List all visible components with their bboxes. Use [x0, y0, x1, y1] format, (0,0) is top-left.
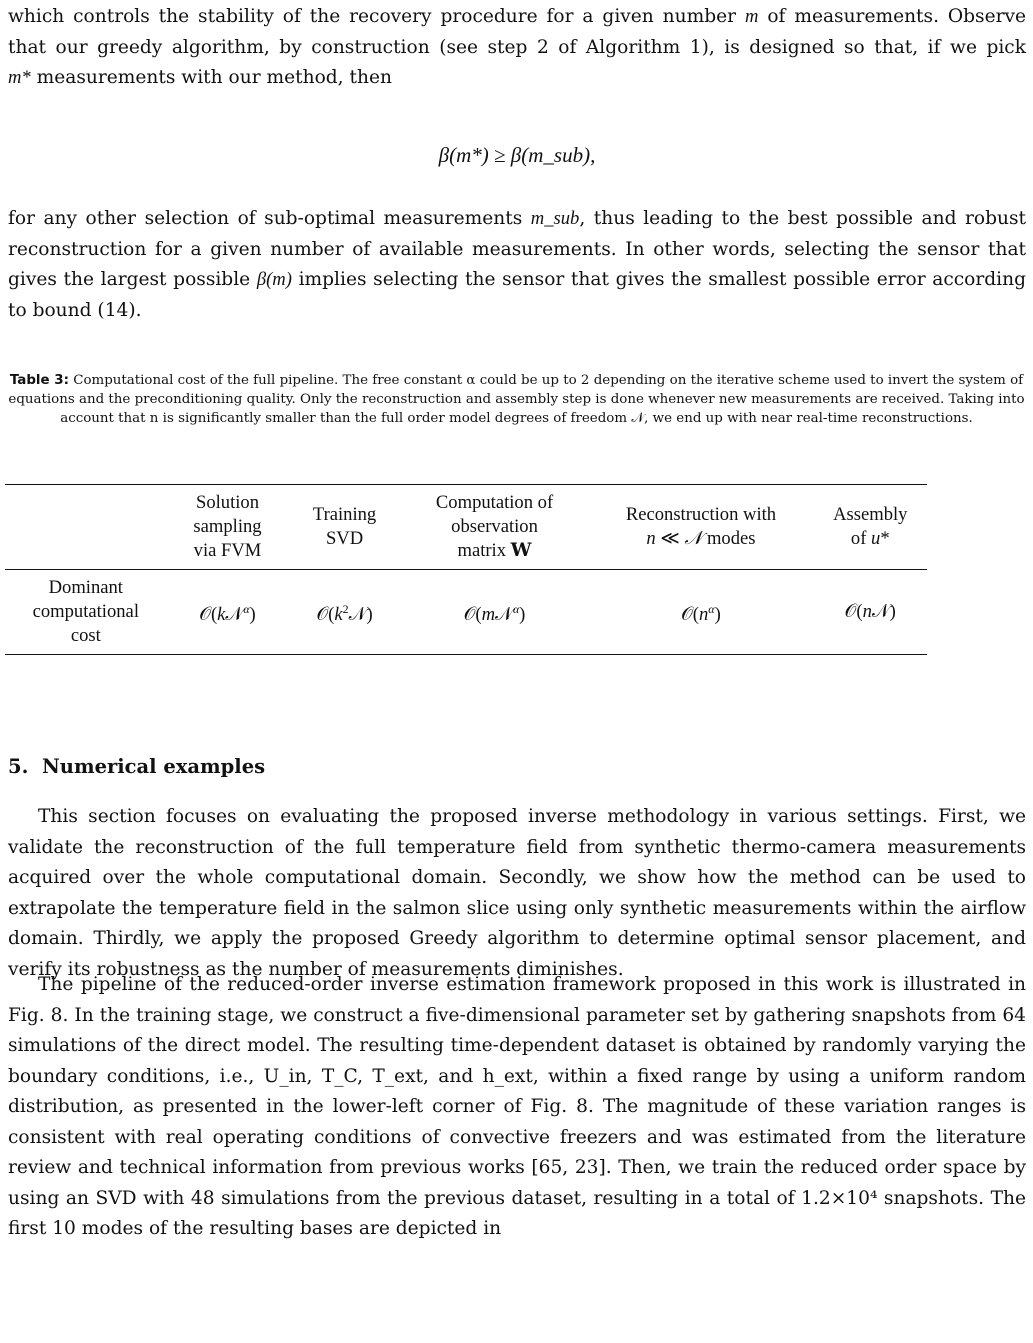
cost-assembly: 𝒪(n𝒩): [844, 601, 896, 622]
intro-line-3: m* measurements with our method, then: [8, 67, 392, 88]
row-label: Dominant computational cost: [32, 577, 139, 646]
table-header-sampling: Solution sampling via FVM: [193, 492, 262, 561]
paragraph-2: The pipeline of the reduced-order inverse estimation framework proposed in this work is illustrated in Fig. 8. In the training stage, we construct a five-dimensional parameter set by gathering snapshots from 64 simulations of the direct model. The resulting time-dependent dataset is obtained by randomly varying the boundary conditions, i.e., U_in, T_C, T_ext, and h_ext, within a fixed range by using a uniform random distribution, as presented in the lower-left corner of Fig. 8. The magnitude of these variation ranges is consistent with real operating conditions of convective freezers and was estimated from the literature review and technical information from previous works [65, 23]. Then, we train the reduced order space by using an SVD with 48 simulations from the previous dataset, resulting in a total of 1.2×10⁴ snapshots. The first 10 modes of the resulting bases are depicted in: [8, 974, 1026, 1239]
section-heading: [8, 755, 265, 778]
table-header-empty: [5, 485, 167, 570]
paragraph-1: This section focuses on evaluating the proposed inverse methodology in various settings. First, we validate the reconstruction of the full temperature field from synthetic thermo-camera measurements acquired over the whole computational domain. Secondly, we show how the method can be used to extrapolate the temperature field in the salmon slice using only synthetic measurements within the airflow domain. Thirdly, we apply the proposed Greedy algorithm to determine optimal sensor placement, and verify its robustness as the number of measurements diminishes.: [8, 806, 1026, 980]
table-bottom-rule: [5, 654, 927, 655]
table-header-row: [5, 485, 927, 570]
cost-training: $𝒪(k^2𝒩)$: [316, 601, 373, 626]
after-equation-paragraph: for any other selection of sub-optimal measurements m_sub, thus leading to the best possible and robust reconstruction for a given number of available measurements. In other words, selecting the sensor that gives the largest possible β(m) implies selecting the sensor that gives the smallest possible error according to bound (14).: [8, 208, 1026, 321]
table-row: [5, 570, 927, 655]
table-label: Table 3:: [9, 373, 69, 388]
intro-line-2: that our greedy algorithm, by construction (see step 2 of Algorithm 1), is designed so that, if we pick: [8, 36, 1026, 58]
cost-table: [5, 485, 927, 654]
table-header-training: Training SVD: [312, 504, 377, 549]
section-title: Numerical examples: [41, 755, 266, 778]
table-header-reconstruction: Reconstruction with n ≪ 𝒩 modes: [625, 504, 777, 549]
table-header-observation: Computation of observation matrix W: [435, 492, 554, 561]
cost-sampling: 𝒪(k𝒩$^\alpha$): [199, 601, 256, 626]
table-caption: Table 3: Computational cost of the full pipeline. The free constant α could be up to 2 depending on the iterative scheme used to invert the system of equations and the preconditioning quality. Only the reconstruction and assembly step is done whenever new measurements are received. Taking into account that n is significantly smaller than the full order model degrees of freedom 𝒩, we end up with near real-time reconstructions.: [8, 373, 1025, 426]
intro-line-1: which controls the stability of the recovery procedure for a given number m of measurements. Observe: [8, 6, 1026, 27]
cost-table-wrapper: [5, 484, 929, 655]
cost-reconstruction: $𝒪(n^\alpha)$: [681, 601, 721, 626]
section-number: 5.: [8, 755, 29, 778]
cost-observation: 𝒪(m𝒩$^\alpha$): [463, 601, 526, 626]
table-header-assembly: Assembly of u*: [833, 504, 908, 549]
display-equation: β(m*) ≥ β(m_sub),: [438, 143, 596, 167]
intro-paragraph: [8, 2, 1026, 94]
